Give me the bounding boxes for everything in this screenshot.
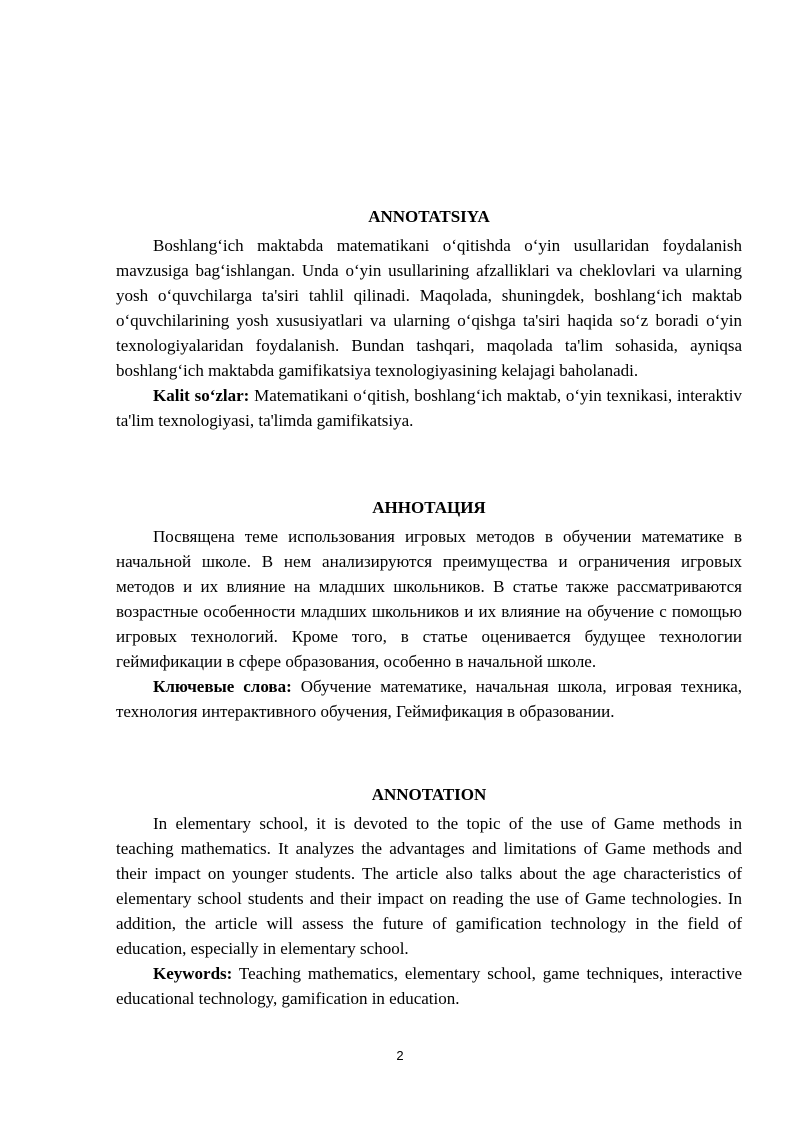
keywords-text-uzbek: Matematikani o‘qitish, boshlang‘ich maktab, o‘yin texnikasi, interaktiv ta'lim texnologiyasi, ta'limda gamifikatsiya.: [116, 386, 742, 430]
abstract-paragraph-english: In elementary school, it is devoted to the topic of the use of Game methods in teaching mathematics. It analyzes the advantages and limitations of Game methods and their impact on younger students. The article also talks about the age characteristics of elementary school students and their impact on reading the use of Game technologies. In addition, the article will assess the future of gamification technology in the field of education, especially in elementary school.: [116, 814, 742, 958]
abstract-paragraph-russian: Посвящена теме использования игровых методов в обучении математике в начальной школе. В нем анализируются преимущества и ограничения игровых методов и их влияние на младших школьников. В статье также рассматриваются возрастные особенности младших школьников и их влияние на обучение с помощью игровых технологий. Кроме того, в статье оценивается будущее технологии геймификации в сфере образования, особенно в начальной школе.: [116, 527, 742, 671]
section-heading-uzbek: ANNOTATSIYA: [368, 207, 490, 226]
keywords-text-russian: Обучение математике, начальная школа, игровая техника, технология интерактивного обучения, Геймификация в образовании.: [116, 677, 743, 721]
keywords-label-english: Keywords:: [153, 964, 233, 983]
keywords-text-english: Teaching mathematics, elementary school, game techniques, interactive educational technology, gamification in education.: [116, 964, 742, 1008]
keywords-label-uzbek: Kalit so‘zlar:: [153, 386, 250, 405]
annotation-section-english: [116, 782, 742, 1011]
keywords-label-russian: Ключевые слова:: [153, 677, 292, 696]
keywords-paragraph-english: [116, 961, 742, 1011]
keywords-paragraph-uzbek: [116, 383, 742, 433]
page-number: 2: [396, 1048, 404, 1063]
abstract-paragraph-uzbek: Boshlang‘ich maktabda matematikani o‘qitishda o‘yin usullaridan foydalanish mavzusiga bag‘ishlangan. Unda o‘yin usullarining afzalliklari va cheklovlari va ularning yosh o‘quvchilarga ta'siri tahlil qilinadi. Maqolada, shuningdek, boshlang‘ich maktab o‘quvchilarining yosh xususiyatlari va ularning o‘qishga ta'siri haqida so‘z boradi o‘yin texnologiyalaridan foydalanish. Bundan tashqari, maqolada ta'lim sohasida, ayniqsa boshlang‘ich maktabda gamifikatsiya texnologiyasining kelajagi baholanadi.: [116, 236, 742, 380]
annotation-section-russian: [116, 495, 742, 724]
section-heading-english: ANNOTATION: [371, 785, 487, 804]
section-heading-russian: АННОТАЦИЯ: [372, 498, 486, 517]
keywords-paragraph-russian: [116, 674, 742, 724]
annotation-section-uzbek: [116, 204, 742, 433]
